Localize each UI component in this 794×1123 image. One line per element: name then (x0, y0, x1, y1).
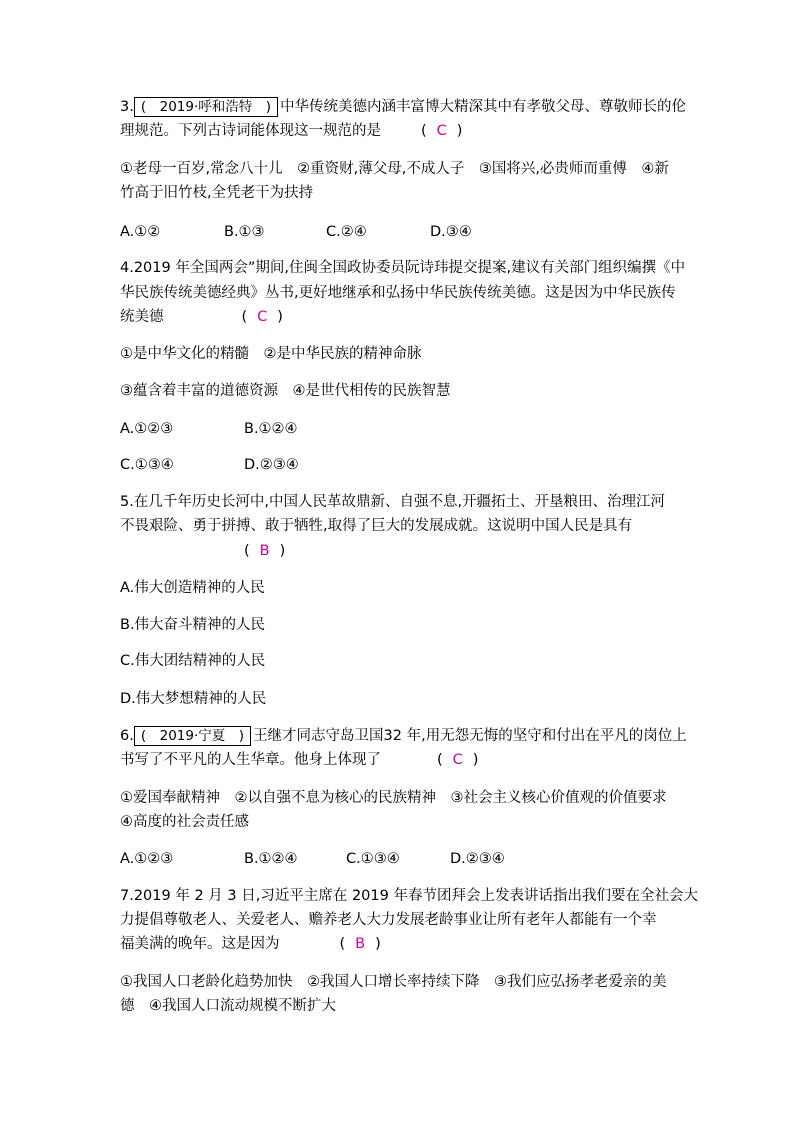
q3-option-d: D.③④ (430, 224, 472, 240)
q6-answer-bracket: ( C ) (437, 749, 478, 771)
q6-stem-1: 王继才同志守岛卫国32 年,用无怨无悔的坚守和付出在平凡的岗位上 (253, 728, 687, 744)
q6-line-2 (120, 749, 478, 771)
q6-choices-2: ④高度的社会责任感 (120, 814, 249, 830)
q5-answer-bracket: ( B ) (244, 540, 285, 562)
q5-answer: B (259, 543, 270, 559)
q4-option-a: A.①②③ (120, 421, 174, 437)
q5-line-1: 5.在几千年历史长河中,中国人民革故鼎新、自强不息,开疆拓土、开垦粮田、治理江河 (120, 494, 666, 510)
q4-answer-bracket: ( C ) (242, 306, 283, 328)
q5-line-2: 不畏艰险、勇于拼搏、敢于牺牲,取得了巨大的发展成就。这说明中国人民是具有 (120, 518, 633, 534)
q4-line-3 (120, 306, 283, 328)
q4-options-row-2 (120, 454, 299, 476)
q7-answer-bracket: ( B ) (340, 933, 381, 955)
q6-option-b: B.①②④ (244, 851, 298, 867)
q4-line-2: 华民族传统美德经典》丛书,更好地继承和弘扬中华民族传统美德。这是因为中华民族传 (120, 285, 676, 301)
q4-option-c: C.①③④ (120, 457, 174, 473)
q4-options-row-1 (120, 418, 298, 440)
q6-options (120, 848, 505, 870)
q7-line-1: 7.2019 年 2 月 3 日,习近平主席在 2019 年春节团拜会上发表讲话指出我们要在全社会大 (120, 888, 698, 904)
q3-answer-bracket: ( C ) (421, 120, 462, 142)
q4-option-b: B.①②④ (244, 421, 298, 437)
q5-option-b: B.伟大奋斗精神的人民 (120, 617, 266, 633)
q3-option-a: A.①② (120, 224, 161, 240)
q3-source-box: ( 2019·呼和浩特 ) (134, 97, 278, 117)
q5-line-3 (120, 540, 285, 562)
q3-option-c: C.②④ (326, 224, 367, 240)
q3-line-1 (120, 96, 686, 118)
q3-stem-1: 中华传统美德内涵丰富博大精深其中有孝敬父母、尊敬师长的伦 (280, 99, 687, 115)
q3-answer: C (436, 123, 447, 139)
q7-choices-2: 德 ④我国人口流动规模不断扩大 (120, 998, 336, 1014)
q4-line-1: 4.2019 年全国两会”期间,住闽全国政协委员阮诗玮提交提案,建议有关部门组织编撰《中 (120, 260, 686, 276)
q4-answer: C (257, 309, 268, 325)
q3-line-2 (120, 120, 462, 142)
q7-stem-3: 福美满的晚年。这是因为 (120, 936, 280, 952)
q6-option-c: C.①③④ (346, 851, 400, 867)
q4-choices-2: ③蕴含着丰富的道德资源 ④是世代相传的民族智慧 (120, 383, 451, 399)
q4-choices-1: ①是中华文化的精髓 ②是中华民族的精神命脉 (120, 346, 422, 362)
q3-choices-2: 竹高于旧竹枝,全凭老干为扶持 (120, 185, 314, 201)
q3-options (120, 221, 472, 243)
q6-line-1 (120, 725, 687, 747)
q6-choices-1: ①爱国奉献精神 ②以自强不息为核心的民族精神 ③社会主义核心价值观的价值要求 (120, 790, 667, 806)
q4-stem-3: 统美德 (120, 309, 164, 325)
q6-number: 6. (120, 728, 134, 744)
q3-source: 2019·呼和浩特 (159, 99, 253, 115)
q6-source-box: ( 2019·宁夏 ) (134, 726, 251, 746)
q7-line-3 (120, 933, 381, 955)
q4-option-d: D.②③④ (244, 457, 299, 473)
q6-option-a: A.①②③ (120, 851, 174, 867)
q5-option-d: D.伟大梦想精神的人民 (120, 691, 267, 707)
q3-stem-2: 理规范。下列古诗词能体现这一规范的是 (120, 123, 381, 139)
q6-option-d: D.②③④ (450, 851, 505, 867)
q7-line-2: 力提倡尊敬老人、关爱老人、赡养老人大力发展老龄事业让所有老年人都能有一个幸 (120, 912, 657, 928)
q3-number: 3. (120, 99, 134, 115)
q6-answer: C (452, 752, 463, 768)
q5-option-c: C.伟大团结精神的人民 (120, 653, 266, 669)
q6-stem-2: 书写了不平凡的人生华章。他身上体现了 (120, 752, 381, 768)
q7-choices-1: ①我国人口老龄化趋势加快 ②我国人口增长率持续下降 ③我们应弘扬孝老爱亲的美 (120, 974, 667, 990)
q3-choices-1: ①老母一百岁,常念八十儿 ②重资财,薄父母,不成人子 ③国将兴,必贵师而重傅 ④新 (120, 161, 669, 177)
q5-option-a: A.伟大创造精神的人民 (120, 580, 265, 596)
q7-answer: B (355, 936, 366, 952)
q6-source: 2019·宁夏 (159, 728, 226, 744)
q3-option-b: B.①③ (224, 224, 265, 240)
